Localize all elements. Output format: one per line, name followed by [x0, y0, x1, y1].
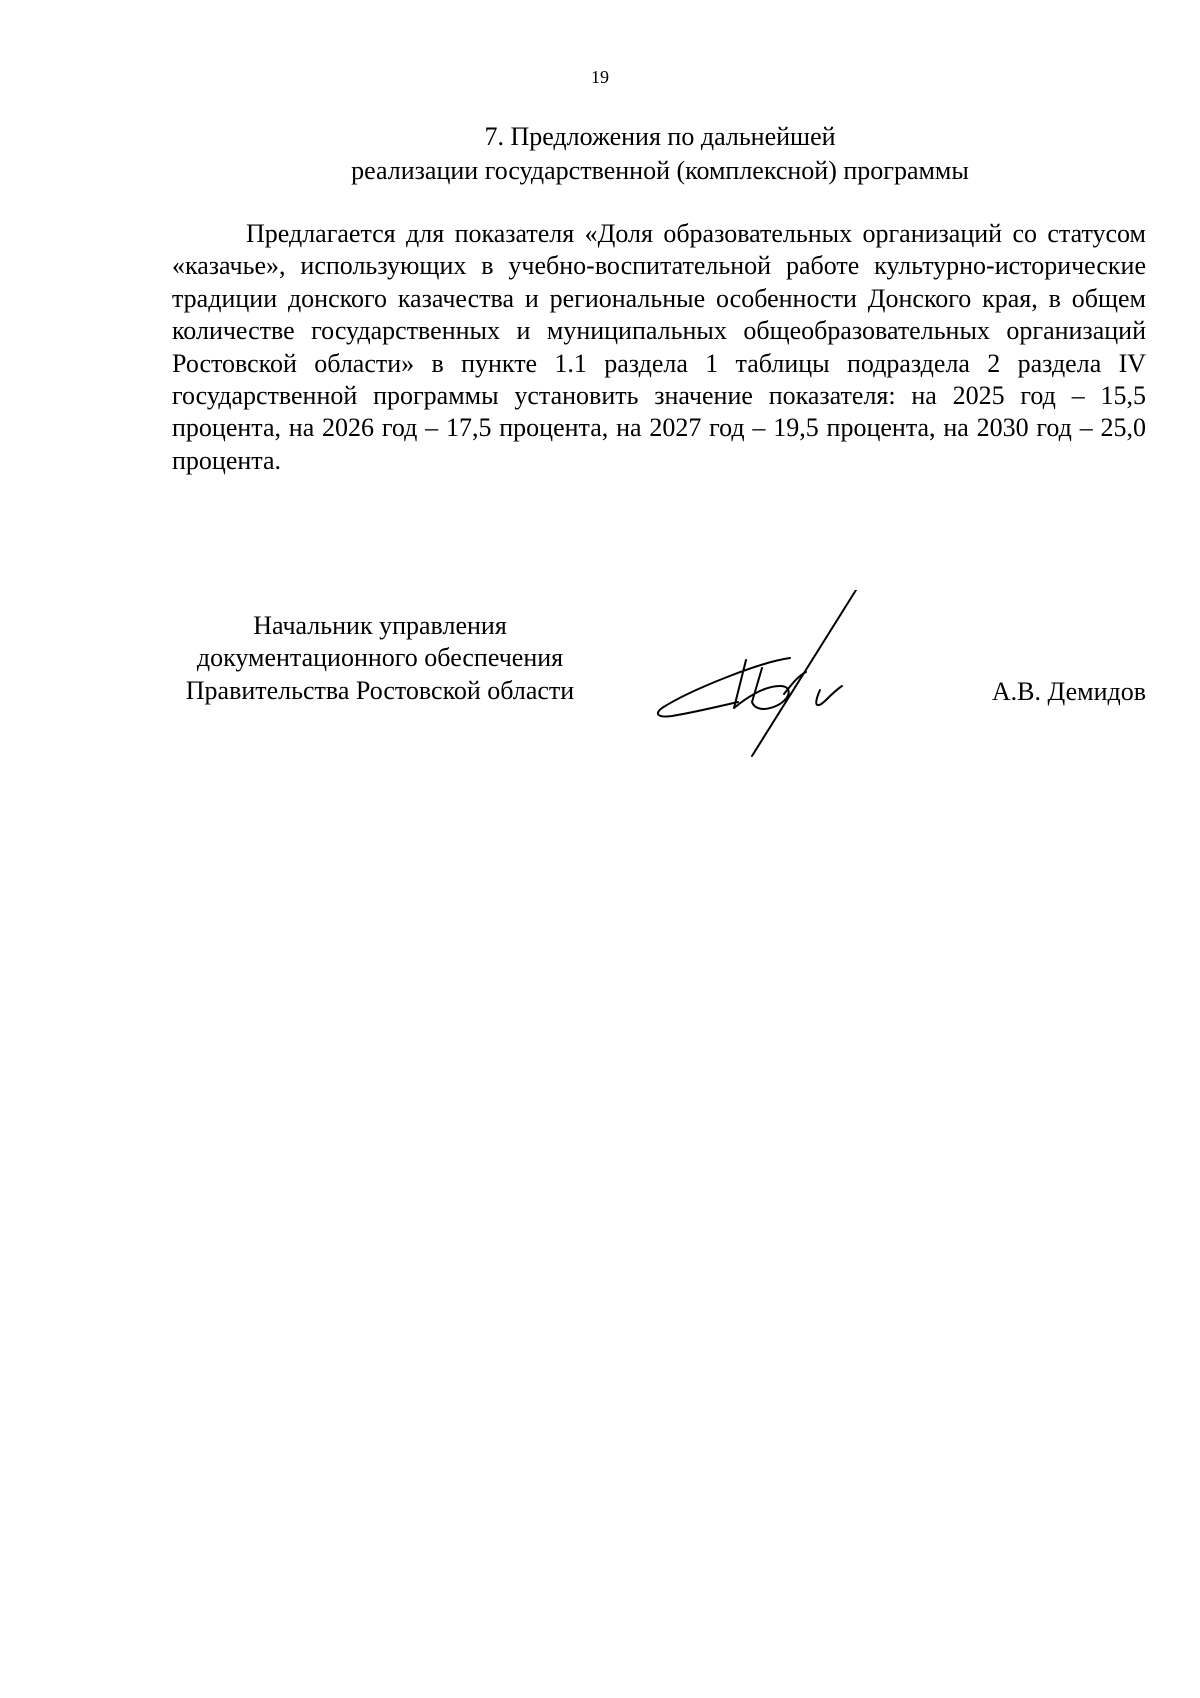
- signature-stroke-d: [734, 660, 789, 709]
- signatory-position-line-1: Начальник управления: [253, 611, 507, 640]
- section-title-line-2: реализации государственной (комплексной) программы: [351, 156, 969, 185]
- signatory-position-line-2: документационного обеспечения: [196, 643, 564, 673]
- signatory-position: [160, 610, 600, 707]
- page-number: 19: [591, 67, 609, 87]
- section-title: [160, 120, 1160, 188]
- signature-stroke-long: [752, 590, 856, 756]
- body-paragraph: Предлагается для показателя «Доля образовательных организаций со статусом «казачье», использующих в учебно-воспитательной работе культурно-исторические традиции донского казачества и региональные особенности Донского края, в общем количестве государственных и муниципальных общеобразовательных организаций Ростовской области» в пункте 1.1 раздела 1 таблицы подраздела 2 раздела IV государственной программы установить значение показателя: на 2025 год – 15,5 процента, на 2026 год – 17,5 процента, на 2027 год – 19,5 процента, на 2030 год – 25,0 процента.: [172, 219, 1146, 475]
- handwritten-signature: [650, 590, 940, 760]
- signatory-position-line-3: Правительства Ростовской области: [185, 675, 575, 705]
- signatory-name: А.В. Демидов: [991, 677, 1146, 706]
- section-title-line-1: 7. Предложения по дальнейшей: [484, 122, 836, 151]
- signature-stroke-hook: [816, 686, 842, 705]
